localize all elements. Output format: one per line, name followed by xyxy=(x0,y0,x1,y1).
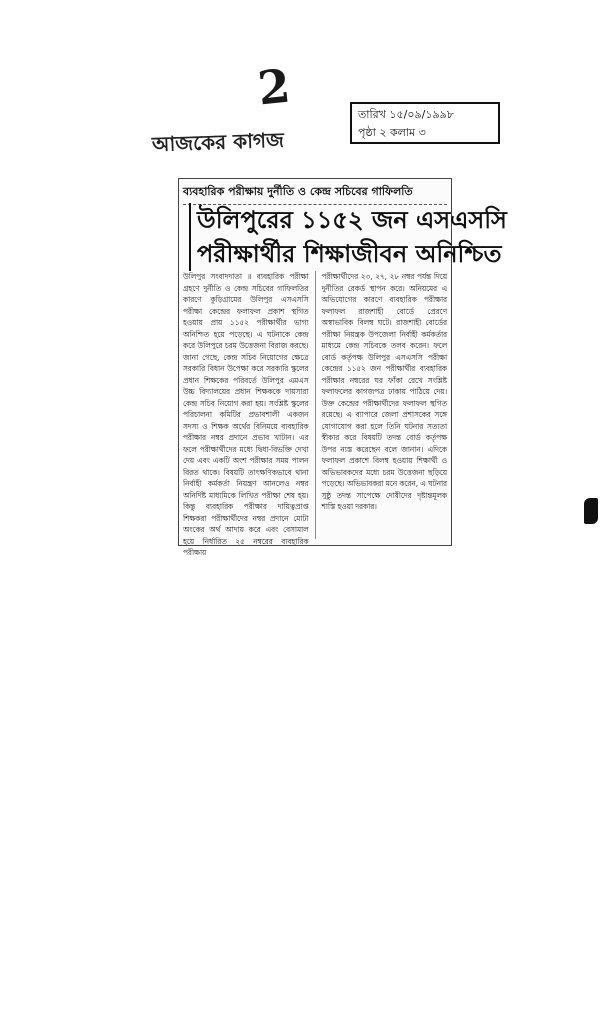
newspaper-name: আজকের কাগজ xyxy=(151,127,285,157)
article-column-2: পরীক্ষার্থীদের ২৩, ২৭, ২৮ নম্বর পর্যন্ত দিয়ে দুর্নীতির রেকর্ড স্থাপন করে। অনিয়মের এ অভিযোগের কারণে ব্যবহারিক পরীক্ষার ফলাফল রাজশাহী বোর্ডে প্রেরণে অস্বাভাবিক বিলম্ব ঘটে। রাজশাহী বোর্ডের পরীক্ষা নিয়ন্ত্রক উপজেলা নির্বাহী কর্মকর্তার মাধ্যমে কেন্দ্র সচিবকে তলব করেন। ফলে বোর্ড কর্তৃপক্ষ উলিপুর এসএসসি পরীক্ষা কেন্দ্রের ১১৫২ জন পরীক্ষার্থীর ব্যবহারিক পরীক্ষার নম্বরের ঘর ফাঁকা রেখে সংশ্লিষ্ট ফলাফলের কাগজপত্র ঢাকায় পাঠিয়ে দেয়। উক্ত কেন্দ্রের পরীক্ষার্থীদের ফলাফল স্থগিত রয়েছে। এ ব্যাপারে জেলা প্রশাসকের সঙ্গে যোগাযোগ করা হলে তিনি ঘটনার সত্যতা স্বীকার করে বিষয়টি তদন্ত বোর্ড কর্তৃপক্ষ উপর ন্যস্ত করেছেন বলে জানান। এদিকে ফলাফল প্রকাশে বিলম্ব হওয়ায় শিক্ষার্থী ও অভিভাবকদের মধ্যে চরম উত্তেজনা ছড়িয়ে পড়েছে। অভিভাবকরা মনে করেন, এ ঘটনার সুষ্ঠু তদন্ত সাপেক্ষে দোষীদের দৃষ্টান্তমূলক শাস্তি হওয়া দরকার। xyxy=(321,272,447,511)
article-body xyxy=(183,271,447,557)
article-column-1: উলিপুর সংবাদদাতা ॥ ব্যবহারিক পরীক্ষা গ্রহণে দুর্নীতি ও কেন্দ্র সচিবের গাফিলতির কারণে কুড়িগ্রামের উলিপুর এসএসসি পরীক্ষা কেন্দ্রের ফলাফল প্রকাশ স্থগিত হওয়ায় প্রায় ১১৫২ পরীক্ষার্থীর ভাগ্য অনিশ্চিত হয়ে পড়েছে। এ ঘটনাকে কেন্দ্র করে উলিপুরে চরম উত্তেজনা বিরাজ করছে। জানা গেছে, কেন্দ্র সচিব নিয়োগের ক্ষেত্রে সরকারি বিধান উপেক্ষা করে সরকারি স্কুলের প্রধান শিক্ষকের পরিবর্তে উলিপুর এমএস উচ্চ বিদ্যালয়ের প্রধান শিক্ষককে দায়সারা কেন্দ্র সচিব নিয়োগ করা হয়। সংশ্লিষ্ট স্কুলের পরিচালনা কমিটির প্রভাবশালী একজন সদস্য ও শিক্ষক অর্থের বিনিময়ে ব্যবহারিক পরীক্ষার নম্বর প্রদানে প্রভাব খাটান। এর ফলে পরীক্ষার্থীদের মধ্যে দ্বিধা-বিভক্তি দেখা দেয় এবং একটি অংশ পরীক্ষার সময় পালন বিরত থাকে। বিষয়টি তাৎক্ষণিকভাবে থানা নির্বাহী কর্মকর্তা নিয়ন্ত্রণ আনলেও নম্বর অনির্দিষ্ট মাধ্যমিকে লিখিত পরীক্ষা শেষ হয়। কিন্তু ব্যবহারিক পরীক্ষার দায়িত্বপ্রাপ্ত শিক্ষকরা পরীক্ষার্থীদের নম্বর প্রদানে মোটা অংকের অর্থ আদায় করে এবং বেসামাল হয়ে নির্ধারিত ২৫ নম্বরের ব্যবহারিক পরীক্ষায় xyxy=(183,272,309,557)
stamp-date-line: তারিখ ১৫/০৯/১৯৯৮ xyxy=(358,108,454,121)
newspaper-clipping xyxy=(178,178,507,557)
stamp-page-line: পৃষ্ঠা ২ কলাম ৩ xyxy=(358,126,426,139)
headline-line-1: উলিপুরের ১১৫২ জন এসএসসি xyxy=(197,206,507,234)
headline-block xyxy=(189,203,507,271)
page-number: 2 xyxy=(255,58,293,116)
scan-edge-mark xyxy=(584,498,598,524)
date-stamp xyxy=(350,102,500,144)
kicker-line: ব্যবহারিক পরীক্ষায় দুর্নীতি ও কেন্দ্র সচিবের গাফিলতি xyxy=(183,183,447,205)
headline-line-2: পরীক্ষার্থীর শিক্ষাজীবন অনিশ্চিত xyxy=(197,240,502,268)
column-divider xyxy=(315,271,316,539)
